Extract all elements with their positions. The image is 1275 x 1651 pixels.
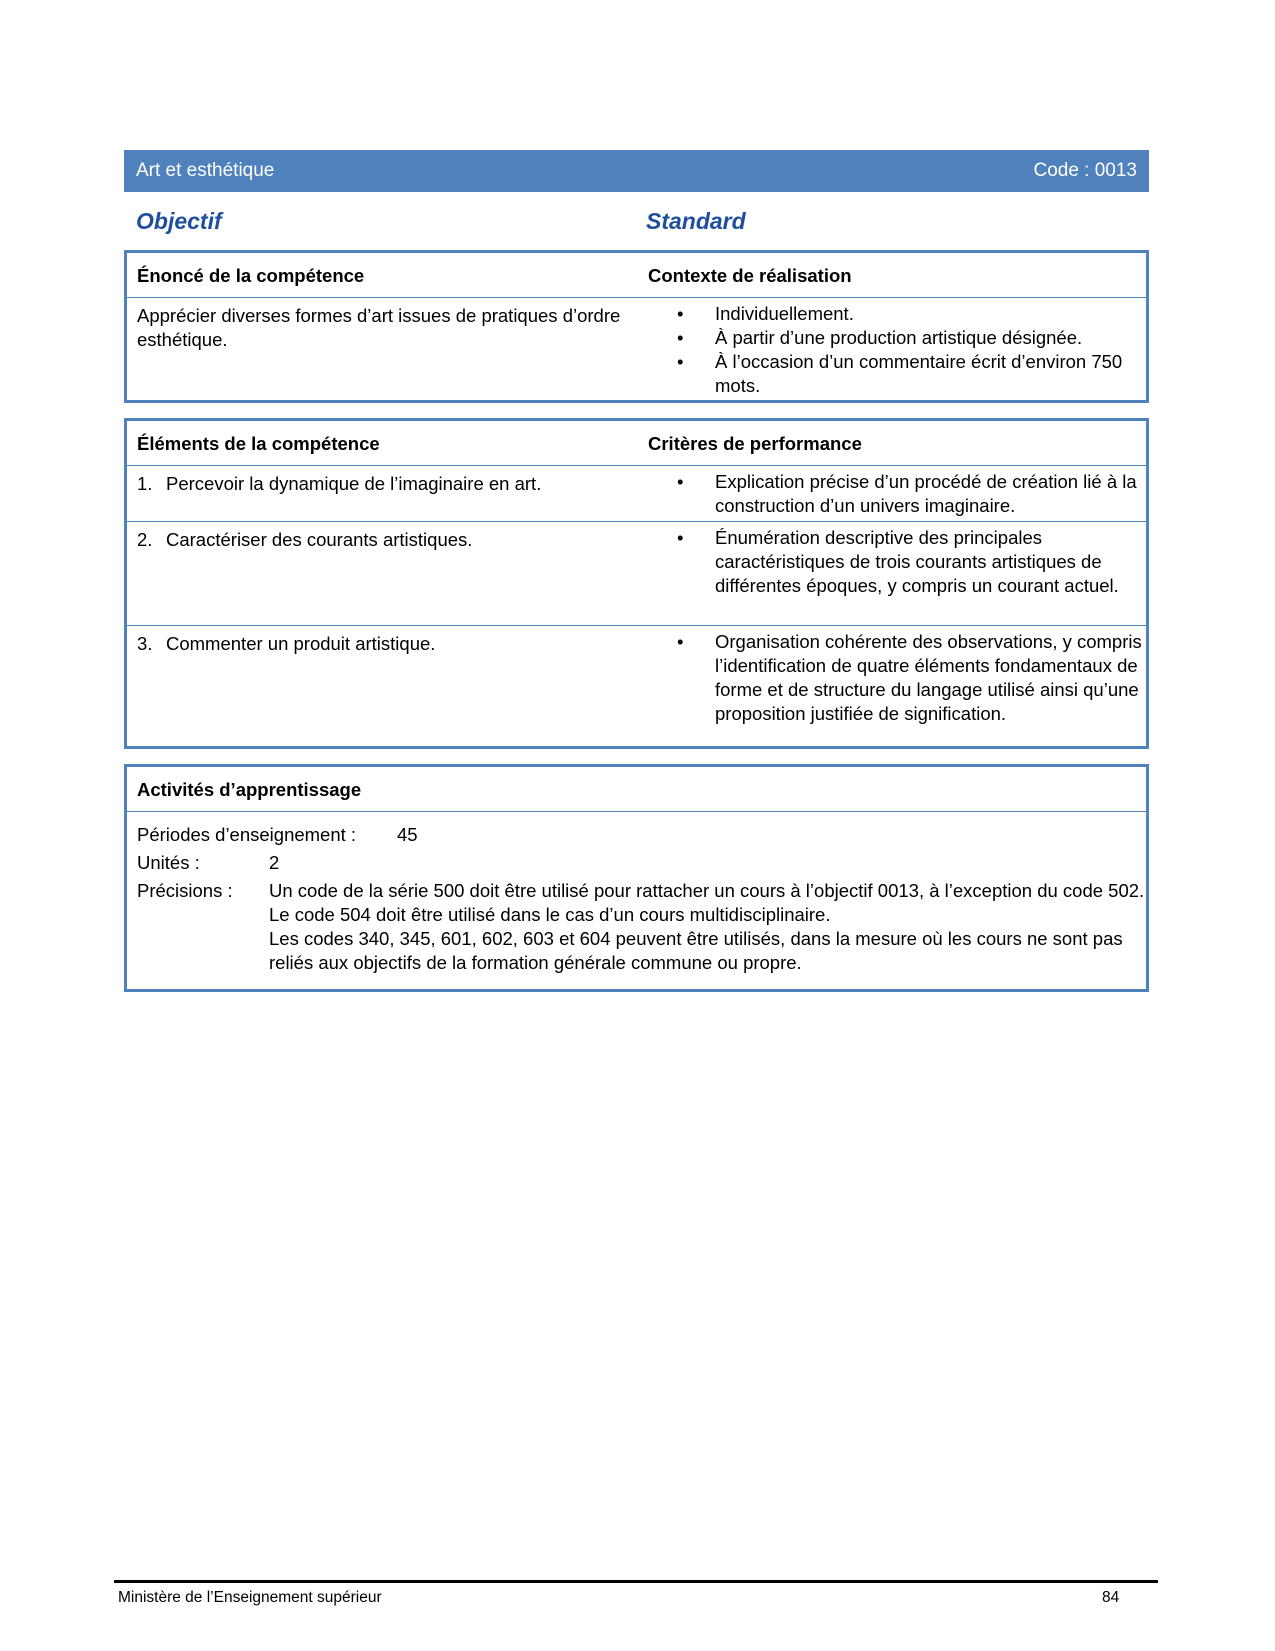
element-text: Commenter un produit artistique. <box>166 633 436 654</box>
element-number: 1. <box>137 473 153 494</box>
context-item: • À partir d’une production artistique désignée. <box>677 327 1083 348</box>
competency-header <box>127 253 1146 298</box>
objective-standard-row <box>136 208 1136 238</box>
element-row <box>127 466 1146 522</box>
competency-row <box>127 298 1146 401</box>
elements-box <box>124 418 1149 749</box>
context-header: Contexte de réalisation <box>648 265 852 286</box>
element-number: 3. <box>137 633 153 654</box>
statement-header: Énoncé de la compétence <box>137 265 365 286</box>
bullet-icon: • <box>677 527 684 548</box>
element-number: 2. <box>137 529 153 550</box>
criteria-item: • Énumération descriptive des principales caractéristiques de trois courants artistiques de différentes époques, y compris un courant actuel. <box>677 527 1119 596</box>
element-row <box>127 626 1146 746</box>
activities-box <box>124 764 1149 992</box>
periods-line <box>137 823 1137 847</box>
competency-statement: Apprécier diverses formes d’art issues de pratiques d’ordre esthétique. <box>137 305 621 350</box>
competency-box <box>124 250 1149 403</box>
precisions-list <box>269 879 1149 975</box>
elements-header <box>127 421 1146 466</box>
bullet-icon: • <box>677 351 684 372</box>
course-code: Code : 0013 <box>1033 160 1137 181</box>
bullet-icon: • <box>677 631 684 652</box>
activities-header-label: Activités d’apprentissage <box>137 779 362 800</box>
course-title: Art et esthétique <box>136 160 275 181</box>
element-text: Percevoir la dynamique de l’imaginaire en art. <box>166 473 542 494</box>
element-text: Caractériser des courants artistiques. <box>166 529 473 550</box>
periods-value: 45 <box>397 824 418 845</box>
footer-rule <box>114 1580 1158 1583</box>
header-bar <box>124 150 1149 192</box>
bullet-icon: • <box>677 471 684 492</box>
units-value: 2 <box>269 852 280 873</box>
context-list <box>677 302 1142 398</box>
footer-ministry: Ministère de l’Enseignement supérieur <box>118 1589 382 1606</box>
context-item: • À l’occasion d’un commentaire écrit d’environ 750 mots. <box>677 351 1123 396</box>
bullet-icon: • <box>677 303 684 324</box>
precision-item: Le code 504 doit être utilisé dans le cas d’un cours multidisciplinaire. <box>269 904 831 925</box>
criteria-item: • Explication précise d’un procédé de création lié à la construction d’un univers imaginaire. <box>677 471 1137 516</box>
precisions-label: Précisions : <box>137 880 233 901</box>
activities-header <box>127 767 1146 812</box>
precisions-line <box>137 879 1147 989</box>
periods-label: Périodes d’enseignement : <box>137 824 357 845</box>
objective-label: Objectif <box>136 208 222 234</box>
page-number: 84 <box>1102 1589 1120 1606</box>
units-line <box>137 851 1137 875</box>
standard-label: Standard <box>646 208 746 234</box>
bullet-icon: • <box>677 327 684 348</box>
element-row <box>127 522 1146 626</box>
elements-header-label: Éléments de la compétence <box>137 433 380 454</box>
context-item: • Individuellement. <box>677 303 854 324</box>
criteria-item: • Organisation cohérente des observations, y compris l’identification de quatre éléments fondamentaux de forme et de structure du langage utilisé ainsi qu’une proposition justifiée de signification. <box>677 631 1142 724</box>
criteria-header-label: Critères de performance <box>648 433 862 454</box>
units-label: Unités : <box>137 852 200 873</box>
precision-item: Un code de la série 500 doit être utilisé pour rattacher un cours à l’objectif 0013, à l’exception du code 502. <box>269 880 1145 901</box>
precision-item: Les codes 340, 345, 601, 602, 603 et 604 peuvent être utilisés, dans la mesure où les cours ne sont pas reliés aux objectifs de la formation générale commune ou propre. <box>269 928 1123 973</box>
